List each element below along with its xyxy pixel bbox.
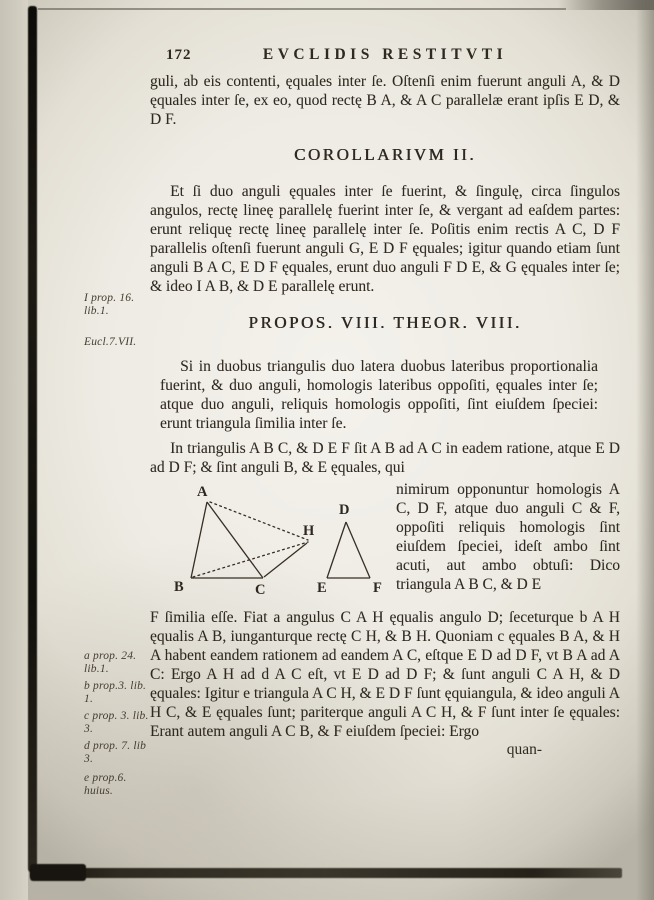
margin-note: d prop. 7. lib 3.	[84, 740, 147, 765]
vertex-label-c: C	[255, 582, 266, 598]
text-column	[150, 46, 620, 759]
margin-note: Eucl.7.VII.	[84, 336, 137, 348]
proof-continuation: F ſimilia eſſe. Fiat a angulus C A H ęqualis angulo D; ſeceturque b A H ęqualis A B, iunganturque rectę C H, & B H. Quoniam c ęquales B A, & H A habent eandem rationem ad eandem A C, eſtque E D ad D F, vt B A ad A C: Ergo A H ad d A C eſt, vt E D ad D F; & ſunt anguli C A H, & D ęquales: Igitur e triangula A C H, & E D F ſunt ęquiangula, & ideo anguli A H C, & E ęquales ſunt; pariterque anguli A C H, & F ſunt inter ſe ęquales: Erant autem anguli A C B, & F eiuſdem ſpeciei: Ergo	[150, 609, 620, 740]
vertex-label-f: F	[373, 580, 382, 596]
paragraph-continuation: guli, ab eis contenti, ęquales inter ſe. Oſtenſi enim fuerunt anguli A, & D ęquales inter ſe, ex eo, quod rectę B A, & A C parallelæ erant ipſis E D, & D F.	[150, 73, 620, 128]
construction-ch	[264, 543, 307, 577]
vertex-label-h: H	[303, 523, 315, 539]
scan-top-edge-line	[38, 8, 566, 10]
margin-note: c prop. 3. lib. 3.	[84, 710, 149, 735]
running-title: EVCLIDIS RESTITVTI	[262, 46, 508, 63]
figure-row	[150, 480, 620, 606]
margin-note: b prop.3. lib. 1.	[84, 680, 147, 705]
scan-right-edge-shadow	[636, 0, 654, 900]
proposition-statement: Si in duobus triangulis duo latera duobus lateribus proportionalia fuerint, & duo anguli, homologis lateribus oppoſiti, ęquales inter ſe; atque duo anguli, reliquis homologis oppoſiti, ſint eiuſdem ſpeciei: erunt triangula ſimilia inter ſe.	[160, 358, 598, 432]
side-de	[327, 522, 346, 578]
construction-bh-dotted	[193, 542, 308, 577]
proof-beside-figure: nimirum opponuntur homologis A C, D F, atque duo anguli C & F, oppoſiti reliquis homologis ſint eiuſdem ſpeciei, ideſt ambo ſint acuti, aut ambo obtuſi: Dico triangula A B C, & D E	[396, 481, 620, 593]
vertex-label-b: B	[174, 579, 184, 595]
vertex-label-a: A	[197, 484, 208, 500]
page-number: 172	[166, 47, 192, 63]
side-df	[346, 522, 370, 578]
margin-note: I prop. 16. lib.1.	[84, 292, 135, 317]
scan-bottom-left-blot	[30, 864, 86, 881]
proposition-heading: PROPOS. VIII. THEOR. VIII.	[248, 313, 522, 332]
scan-bottom-edge-band	[30, 868, 622, 878]
scan-gutter-shadow-bar	[28, 6, 37, 872]
scan-left-margin	[0, 0, 28, 900]
catchword: quan-	[506, 741, 542, 758]
proposition-figure	[150, 480, 392, 606]
corollarium-heading: COROLLARIVM II.	[294, 145, 476, 164]
vertex-label-e: E	[317, 580, 327, 596]
side-ab	[191, 502, 207, 578]
running-head	[150, 46, 620, 68]
vertex-label-d: D	[339, 502, 350, 518]
construction-ah-dotted	[210, 502, 308, 540]
margin-note: e prop.6. huius.	[84, 772, 127, 797]
margin-note: a prop. 24. lib.1.	[84, 650, 137, 675]
proof-intro: In triangulis A B C, & D E F ſit A B ad A C in eadem ratione, atque E D ad D F; & ſint anguli B, & E ęquales, qui	[150, 440, 620, 476]
catchword-row	[150, 741, 620, 759]
side-ac	[207, 502, 263, 578]
corollarium-body: Et ſi duo anguli ęquales inter ſe fuerint, & ſingulę, circa ſingulos angulos, rectę lineę parallelę fuerint inter ſe, & vergant ad eaſdem partes: erunt reliquę rectę lineę parallelę inter ſe. Poſitis enim rectis A C, D F parallelis oſtenſi fuerunt anguli G, E D F ęquales; igitur quando etiam ſunt anguli B A C, E D F ęquales, erunt duo anguli F D E, & G ęquales inter ſe; & ideo I A B, & D E parallelę erunt.	[150, 183, 620, 295]
